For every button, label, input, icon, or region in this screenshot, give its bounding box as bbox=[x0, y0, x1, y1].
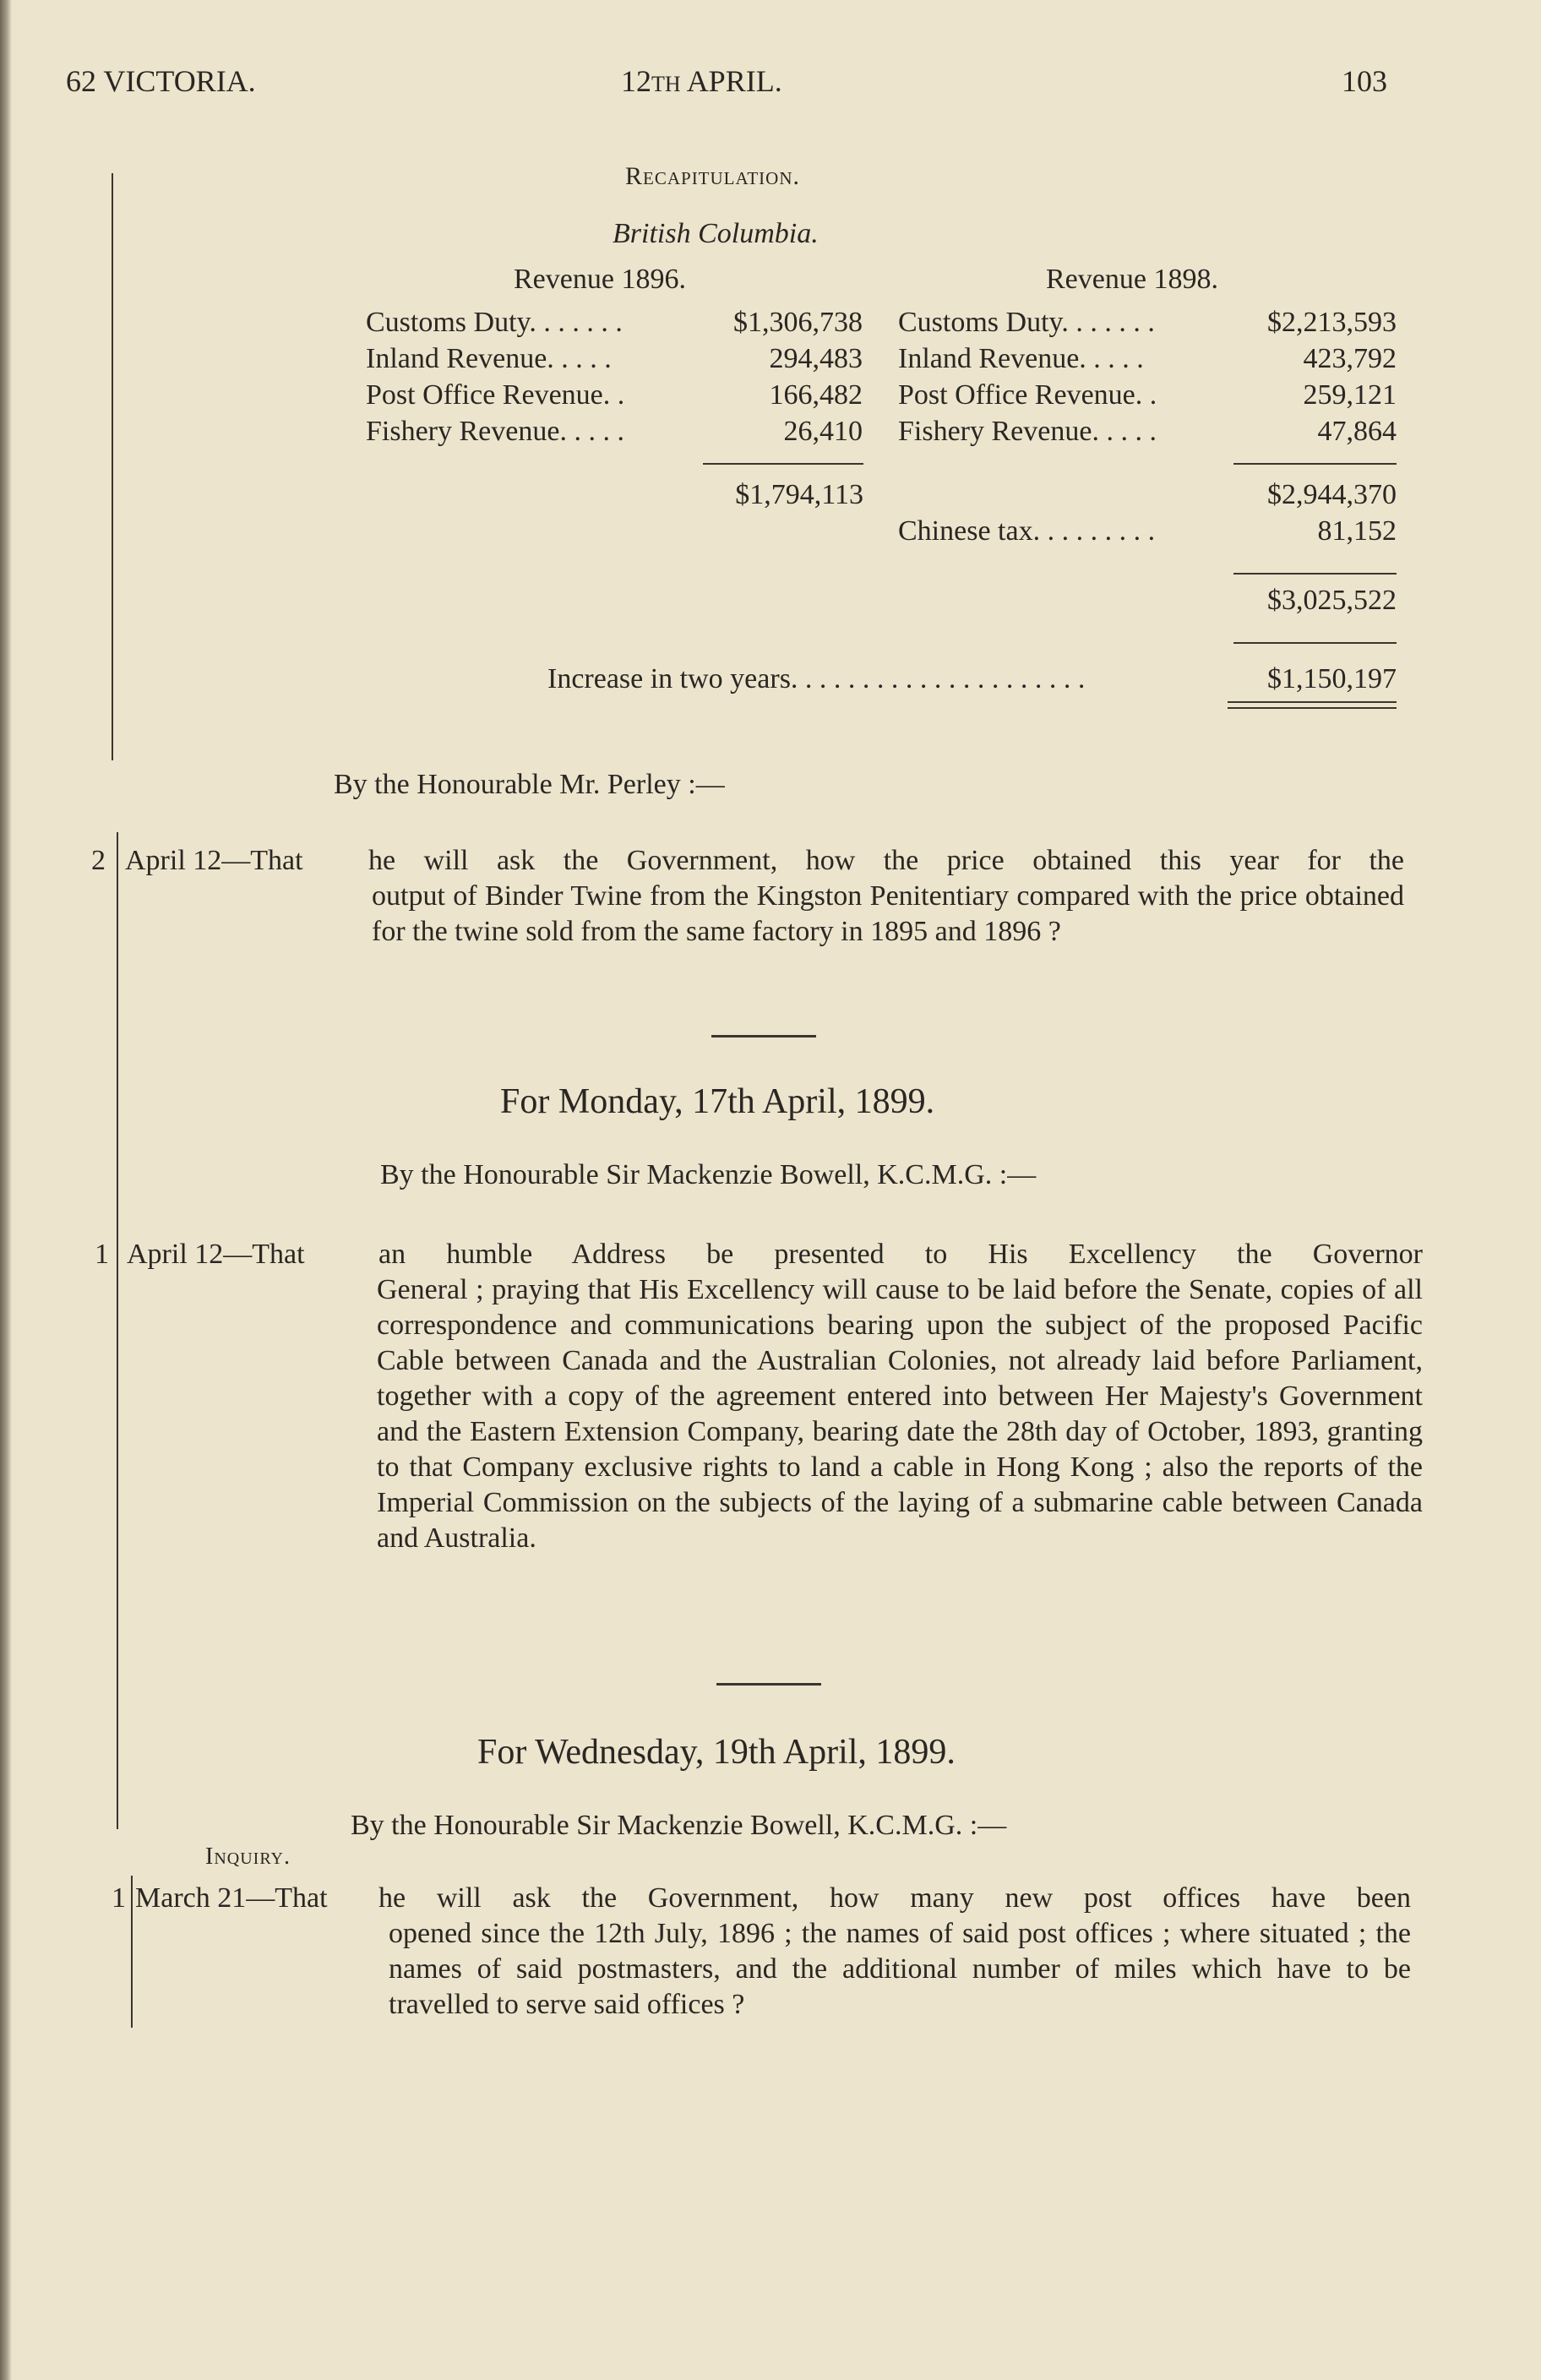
motion-date: March 21—That bbox=[135, 1882, 328, 1914]
recap-subtitle: British Columbia. bbox=[613, 218, 819, 249]
section-divider bbox=[711, 1035, 816, 1038]
table-row: Post Office Revenue. . 259,121 bbox=[898, 379, 1397, 411]
section-heading-wednesday: For Wednesday, 19th April, 1899. bbox=[477, 1733, 956, 1772]
inquiry-label: Inquiry. bbox=[205, 1844, 291, 1870]
motion-date: April 12—That bbox=[127, 1239, 305, 1270]
table-row: Post Office Revenue. . 166,482 bbox=[366, 379, 863, 411]
margin-rule bbox=[131, 1876, 133, 2028]
mover-perley: By the Honourable Mr. Perley :— bbox=[334, 769, 725, 800]
motion-text: General ; praying that His Excellency will cause to be laid before the Senate, copies of all correspondence and communications bearing upon the subject of the proposed Pacific Cable between Canada and the Australian Colonies, not already laid before Parliament, together with a copy of the agreement entered into between Her Majesty's Government and the Eastern Extension Company, bearing date the 28th day of October, 1893, granting to that Company exclusive rights to land a cable in Hong Kong ; also the reports of the Imperial Commission on the subjects of the laying of a submarine cable between Canada and Australia. bbox=[377, 1274, 1423, 1554]
sum-rule bbox=[1233, 573, 1397, 575]
recap-title: Recapitulation. bbox=[625, 162, 800, 190]
sum-rule bbox=[1233, 642, 1397, 644]
right-revenue-table bbox=[898, 304, 1397, 449]
motion-first-line: he will ask the Government, how many new post offices have been bbox=[378, 1882, 1411, 1914]
table-row: Customs Duty. . . . . . . $2,213,593 bbox=[898, 307, 1397, 338]
page-spine-shadow bbox=[0, 0, 12, 2380]
page-number: 103 bbox=[1342, 64, 1387, 98]
sum-rule bbox=[703, 463, 863, 465]
motion-text: opened since the 12th July, 1896 ; the names of said post offices ; where situated ; the names of said postmasters, and the additional number of miles which have to be travelled to serve said offices ? bbox=[389, 1918, 1411, 2020]
grand-total: $3,025,522 bbox=[1267, 585, 1397, 616]
left-total: $1,794,113 bbox=[735, 479, 863, 510]
section-heading-monday: For Monday, 17th April, 1899. bbox=[500, 1082, 935, 1121]
left-column-heading: Revenue 1896. bbox=[514, 264, 686, 295]
header-session: 62 VICTORIA. bbox=[66, 64, 256, 98]
motion-number: 2 bbox=[91, 845, 106, 876]
mover-bowell: By the Honourable Sir Mackenzie Bowell, K.C.M.G. :— bbox=[380, 1159, 1037, 1190]
motion-first-line: he will ask the Government, how the price obtained this year for the bbox=[368, 845, 1404, 876]
increase-row: Increase in two years. . . . . . . . . . . . . . . . . . . . . $1,150,197 bbox=[547, 663, 1397, 694]
motion-number: 1 bbox=[112, 1882, 126, 1914]
section-divider bbox=[716, 1683, 821, 1686]
double-rule bbox=[1228, 701, 1397, 703]
table-row: Customs Duty. . . . . . . $1,306,738 bbox=[366, 307, 863, 338]
table-row: Inland Revenue. . . . . 423,792 bbox=[898, 343, 1397, 374]
sum-rule bbox=[1233, 463, 1397, 465]
header-date: 12TH APRIL. bbox=[621, 64, 782, 98]
motion-first-line: an humble Address be presented to His Excellency the Governor bbox=[378, 1239, 1423, 1270]
left-revenue-table bbox=[366, 304, 863, 449]
margin-rule bbox=[112, 173, 113, 760]
chinese-tax-row: Chinese tax. . . . . . . . . 81,152 bbox=[898, 515, 1397, 547]
margin-rule bbox=[117, 832, 118, 1829]
double-rule bbox=[1228, 707, 1397, 709]
right-subtotal: $2,944,370 bbox=[1267, 479, 1397, 510]
right-column-heading: Revenue 1898. bbox=[1046, 264, 1218, 295]
motion-text: output of Binder Twine from the Kingston Penitentiary compared with the price obtained for the twine sold from the same factory in 1895 and 1896 ? bbox=[372, 880, 1404, 947]
motion-number: 1 bbox=[95, 1239, 109, 1270]
table-row: Fishery Revenue. . . . . 26,410 bbox=[366, 416, 863, 447]
table-row: Inland Revenue. . . . . 294,483 bbox=[366, 343, 863, 374]
mover-bowell: By the Honourable Sir Mackenzie Bowell, K.C.M.G. :— bbox=[351, 1810, 1007, 1841]
table-row: Fishery Revenue. . . . . 47,864 bbox=[898, 416, 1397, 447]
motion-date: April 12—That bbox=[125, 845, 303, 876]
